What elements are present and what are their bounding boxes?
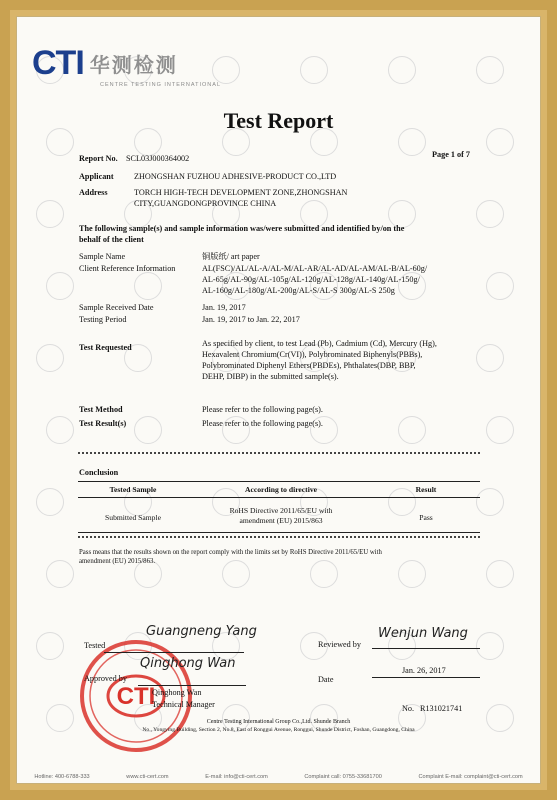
table-header-directive: According to directive [245,485,317,494]
test-method: Please refer to the following page(s). [202,405,323,414]
reviewed-label: Reviewed by [318,640,361,649]
report-date: Jan. 26, 2017 [402,666,446,675]
table-top-rule [78,481,480,482]
test-requested-line-1: As specified by client, to test Lead (Pb), Cadmium (Cd), Mercury (Hg), [202,339,437,348]
footer-email: E-mail: info@cti-cert.com [205,774,268,780]
test-results: Please refer to the following page(s). [202,419,323,428]
report-serial-label: No. [402,704,415,713]
pass-note-line-1: Pass means that the results shown on the report comply with the limits set by RoHS Directive 2011/65/EU with [79,549,382,556]
watermark-logo-icon [36,200,64,228]
intro-line-2: behalf of the client [79,235,144,244]
watermark-logo-icon [486,560,514,588]
watermark-logo-icon [398,416,426,444]
address-line-2: CITY,GUANGDONGPROVINCE CHINA [134,199,277,208]
applicant-label: Applicant [79,172,114,181]
watermark-logo-icon [46,560,74,588]
logo-cti-text: CTI [32,44,84,82]
footer-complaint-email: Complaint E-mail: complaint@cti-cert.com [418,774,523,780]
watermark-logo-icon [134,272,162,300]
table-header-tested-sample: Tested Sample [109,485,157,494]
sample-name: 铜版纸/ art paper [202,252,260,261]
watermark-logo-icon [476,344,504,372]
testing-period-label: Testing Period [79,315,127,324]
watermark-logo-icon [300,56,328,84]
sample-name-label: Sample Name [79,252,126,261]
page-number: Page 1 of 7 [432,150,470,159]
watermark-logo-icon [486,272,514,300]
footer-hotline: Hotline: 400-6788-333 [34,774,90,780]
table-cell-directive-line-1: RoHS Directive 2011/65/EU with [229,506,333,515]
date-label: Date [318,675,334,684]
test-method-label: Test Method [79,405,123,414]
watermark-logo-icon [476,200,504,228]
testing-period: Jan. 19, 2017 to Jan. 22, 2017 [202,315,300,324]
watermark-logo-icon [212,56,240,84]
approved-signature: Qinghong Wan [140,656,236,671]
conclusion-label: Conclusion [79,468,119,477]
tested-label: Tested [84,641,106,650]
table-header-rule [78,497,480,498]
watermark-logo-icon [36,344,64,372]
watermark-logo-icon [476,632,504,660]
footer-contact-bar [16,774,541,780]
address-line-1: TORCH HIGH-TECH DEVELOPMENT ZONE,ZHONGSHAN [134,188,348,197]
table-cell-result: Pass [419,513,433,522]
intro-line-1: The following sample(s) and sample information was/were submitted and identified by/on the [79,224,405,233]
received-date-label: Sample Received Date [79,303,154,312]
watermark-logo-icon [46,272,74,300]
applicant: ZHONGSHAN FUZHOU ADHESIVE-PRODUCT CO.,LTD [134,172,337,181]
watermark-logo-icon [476,56,504,84]
watermark-logo-icon [222,560,250,588]
watermark-logo-icon [134,416,162,444]
reviewed-signature-line [372,648,480,649]
report-no: SCL03J000364002 [126,154,190,163]
footer-website: www.cti-cert.com [126,774,169,780]
reviewed-signature: Wenjun Wang [378,626,468,641]
divider-stars-top [78,452,480,454]
tested-signature: Guangneng Yang [146,624,257,639]
logo-chinese-text: 华测检测 [89,53,178,77]
test-results-label: Test Result(s) [79,419,127,428]
company-address: No., Yongying Building, Section 2, No.8, East of Ronggui Avenue, Ronggui, Shunde District, Foshan, Guangdong, China [142,727,415,733]
watermark-logo-icon [46,416,74,444]
client-ref-label: Client Reference Information [79,264,176,273]
watermark-logo-icon [388,56,416,84]
approved-signature-line [138,685,246,686]
approver-title: Technical Manager [152,700,215,709]
company-logo [32,44,178,83]
table-header-result: Result [415,485,437,494]
client-ref-line-2: AL-65g/AL-90g/AL-105g/AL-120g/AL-128g/AL-140g/AL-150g/ [202,275,420,284]
watermark-logo-icon [36,488,64,516]
report-title: Test Report [223,108,334,133]
table-cell-submitted-sample: Submitted Sample [105,513,161,522]
test-requested-line-2: Hexavalent Chromium(Cr(VI)), Polybrominated Biphenyls(PBBs), [202,350,423,359]
approved-label: Approved by [84,674,127,683]
logo-subtitle: CENTRE TESTING INTERNATIONAL [100,82,222,88]
svg-text:CTI: CTI [116,683,156,710]
address-label: Address [79,188,108,197]
divider-stars-bottom [78,536,480,538]
client-ref-line-1: AL(FSC)/AL/AL-A/AL-M/AL-AR/AL-AD/AL-AM/AL-B/AL-60g/ [202,264,428,273]
approver-name: Qinghong Wan [152,688,202,697]
watermark-logo-icon [310,560,338,588]
tested-signature-line [104,652,244,653]
client-ref-line-3: AL-160g/AL-180g/AL-200g/AL-S/AL-S 300g/AL-S 250g [202,286,395,295]
watermark-logo-icon [486,416,514,444]
date-line [372,677,480,678]
report-no-label: Report No. [79,154,118,163]
table-cell-directive-line-2: amendment (EU) 2015/863 [239,516,323,525]
watermark-logo-icon [36,632,64,660]
test-requested-line-3: Polybrominated Diphenyl Ethers(PBDEs), Phthalates(DBP, BBP, [202,361,416,370]
test-requested-label: Test Requested [79,343,132,352]
company-name: Centre Testing International Group Co.,Ltd. Shunde Branch [206,719,351,725]
footer-complaint-call: Complaint call: 0755-33681700 [304,774,382,780]
watermark-logo-icon [398,560,426,588]
pass-note-line-2: amendment (EU) 2015/863. [79,558,156,565]
report-serial-number: R131021741 [420,704,463,713]
received-date: Jan. 19, 2017 [202,303,246,312]
report-paper [16,16,541,784]
test-requested-line-4: DEHP, DIBP) in the submitted sample(s). [202,372,339,381]
table-bottom-rule [78,532,480,533]
